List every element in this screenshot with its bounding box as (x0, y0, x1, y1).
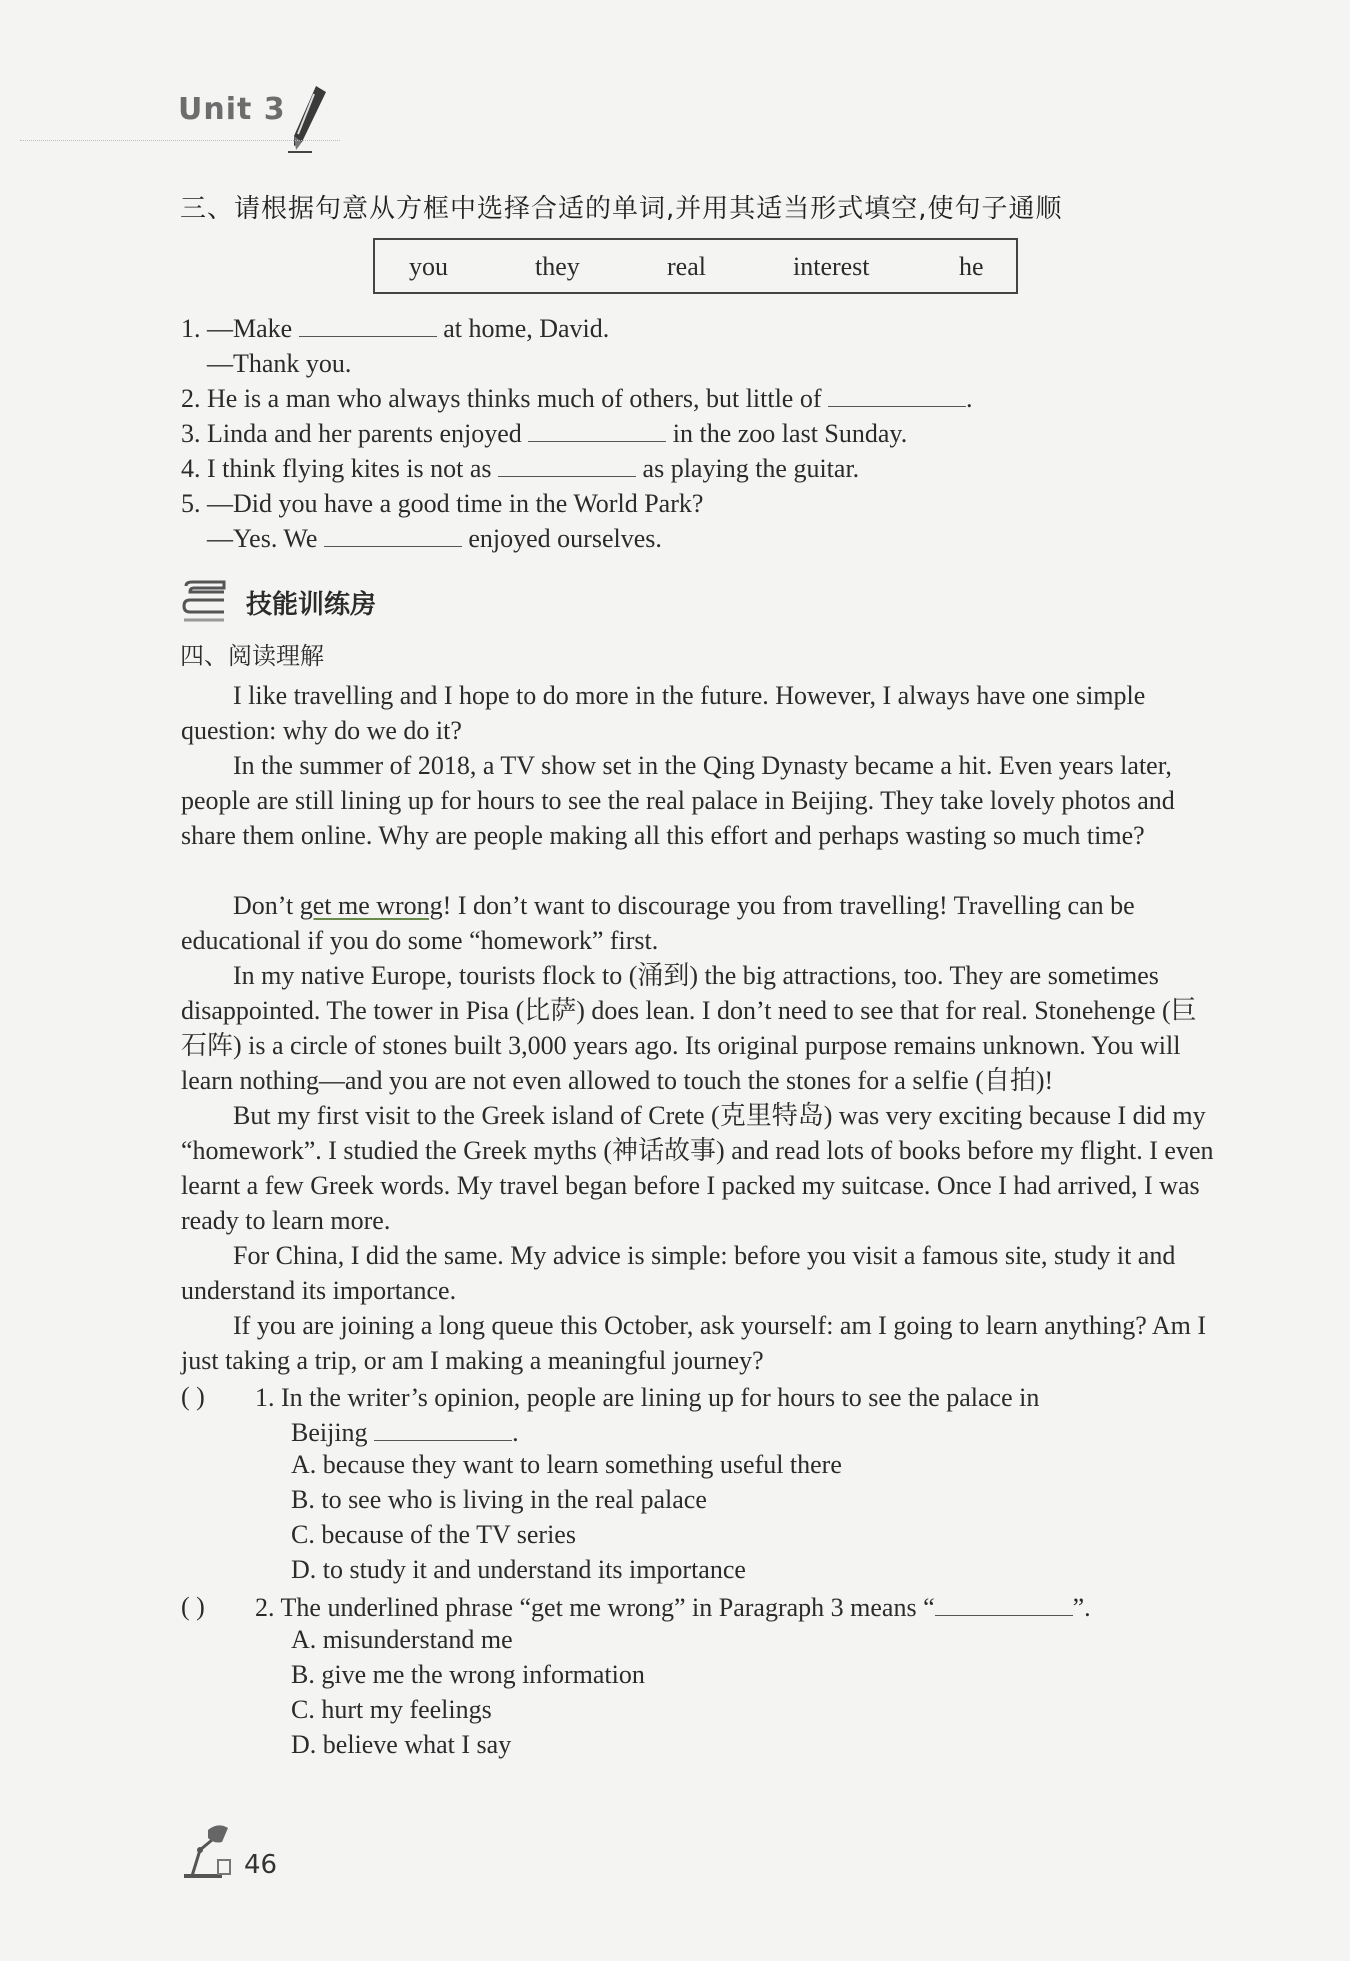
desk-lamp-icon (178, 1820, 238, 1880)
underlined-phrase: get me wrong (299, 891, 443, 920)
fill-item-4: 4. I think flying kites is not as as playing the guitar. (181, 454, 860, 483)
question-2-option-a: A. misunderstand me (291, 1625, 513, 1654)
passage-paragraph-4: In my native Europe, tourists flock to (涌到) the big attractions, too. They are sometimes disappointed. The tower in Pisa (比萨) does lean. I don’t need to see that for real. Stonehenge (巨石阵) is a circle of stones built 3,000 years ago. Its original purpose remains unknown. You will learn nothing—and you are not even allowed to touch the stones for a selfie (自拍)! (181, 961, 1197, 1095)
passage-paragraph-2: In the summer of 2018, a TV show set in the Qing Dynasty became a hit. Even years later, people are still lining up for hours to see the real palace in Beijing. They take lovely photos and share them online. Why are people making all this effort and perhaps wasting so much time? (181, 751, 1175, 850)
word-option: real (667, 252, 706, 281)
skill-section-title: 技能训练房 (246, 590, 377, 620)
unit-title: Unit 3 (178, 92, 286, 127)
question-2-stem: 2. The underlined phrase “get me wrong” in Paragraph 3 means “ ”. (255, 1593, 1091, 1622)
answer-blank[interactable] (374, 1416, 512, 1441)
scroll-icon (180, 580, 228, 624)
question-2-option-c: C. hurt my feelings (291, 1695, 492, 1724)
fill-item-3: 3. Linda and her parents enjoyed in the zoo last Sunday. (181, 419, 908, 448)
answer-blank[interactable] (299, 312, 437, 337)
question-1-option-a: A. because they want to learn something useful there (291, 1450, 842, 1479)
answer-blank[interactable] (935, 1591, 1073, 1616)
word-option: they (535, 252, 580, 281)
header-rule (20, 140, 340, 141)
answer-bracket[interactable]: ( ) (181, 1592, 205, 1621)
fill-item-2: 2. He is a man who always thinks much of others, but little of . (181, 384, 973, 413)
fill-item-1: 1. —Make at home, David. (181, 314, 610, 343)
fill-item-1-reply: —Thank you. (207, 349, 352, 378)
section3-title: 三、请根据句意从方框中选择合适的单词,并用其适当形式填空,使句子通顺 (180, 194, 1063, 224)
answer-blank[interactable] (498, 452, 636, 477)
answer-blank[interactable] (828, 382, 966, 407)
question-1-option-b: B. to see who is living in the real palace (291, 1485, 707, 1514)
question-1-option-c: C. because of the TV series (291, 1520, 576, 1549)
word-option: you (409, 252, 448, 281)
question-1-stem: 1. In the writer’s opinion, people are lining up for hours to see the palace in (255, 1383, 1040, 1412)
fill-item-5-reply: —Yes. We enjoyed ourselves. (207, 524, 662, 553)
answer-blank[interactable] (324, 522, 462, 547)
word-option: interest (793, 252, 870, 281)
passage-paragraph-7: If you are joining a long queue this October, ask yourself: am I going to learn anything? Am I just taking a trip, or am I making a meaningful journey? (181, 1311, 1206, 1375)
fill-item-5: 5. —Did you have a good time in the World Park? (181, 489, 704, 518)
section4-title: 四、阅读理解 (180, 642, 324, 670)
passage-paragraph-3: Don’t get me wrong! I don’t want to discourage you from travelling! Travelling can be educational if you do some “homework” first. (181, 891, 1135, 955)
question-2-option-d: D. believe what I say (291, 1730, 512, 1759)
passage-paragraph-1: I like travelling and I hope to do more in the future. However, I always have one simple question: why do we do it? (181, 681, 1146, 745)
word-option: he (959, 252, 984, 281)
question-1-option-d: D. to study it and understand its importance (291, 1555, 746, 1584)
page-number: 46 (244, 1850, 278, 1880)
pen-icon (286, 84, 330, 154)
answer-bracket[interactable]: ( ) (181, 1382, 205, 1411)
question-2-option-b: B. give me the wrong information (291, 1660, 645, 1689)
passage-paragraph-6: For China, I did the same. My advice is simple: before you visit a famous site, study it and understand its importance. (181, 1241, 1176, 1305)
unit-header (178, 92, 286, 127)
answer-blank[interactable] (528, 417, 666, 442)
word-box (373, 238, 1018, 294)
passage-paragraph-5: But my first visit to the Greek island of Crete (克里特岛) was very exciting because I did my “homework”. I studied the Greek myths (神话故事) and read lots of books before my flight. I even learnt a few Greek words. My travel began before I packed my suitcase. Once I had arrived, I was ready to learn more. (181, 1101, 1214, 1235)
question-1-stem-cont: Beijing . (291, 1418, 519, 1447)
